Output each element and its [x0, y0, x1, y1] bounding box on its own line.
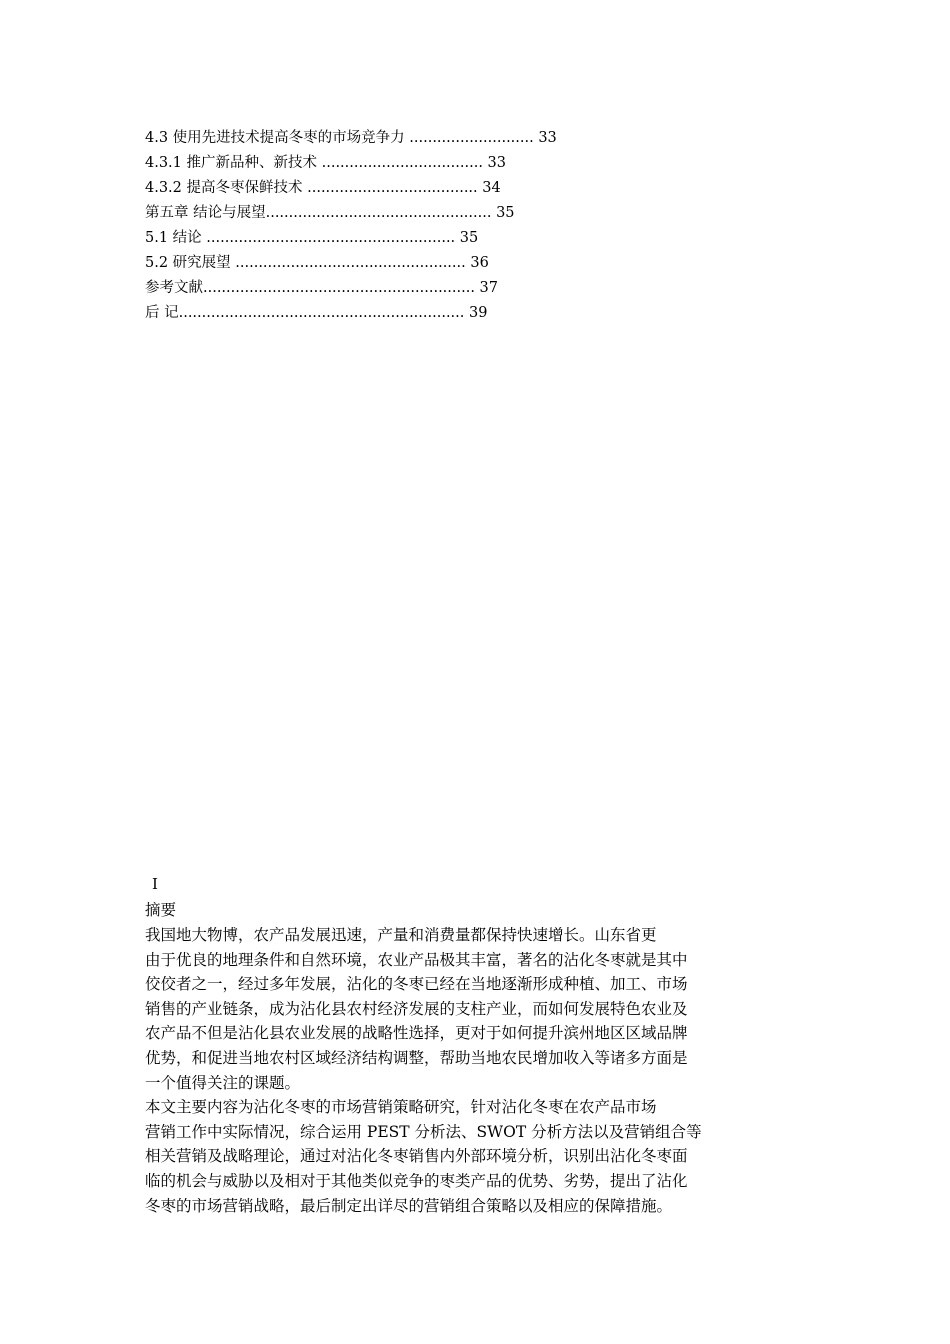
toc-entry: 5.2 研究展望 .................................................. 36 — [145, 255, 489, 271]
table-of-contents — [145, 126, 705, 326]
toc-entry: 第五章 结论与展望................................................. 35 — [145, 205, 515, 221]
abstract-line: 营销工作中实际情况，综合运用 PEST 分析法、SWOT 分析方法以及营销组合等 — [145, 1122, 702, 1141]
abstract-line: 本文主要内容为沾化冬枣的市场营销策略研究，针对沾化冬枣在农产品市场 — [145, 1098, 657, 1117]
abstract-line: 由于优良的地理条件和自然环境，农业产品极其丰富，著名的沾化冬枣就是其中 — [145, 950, 688, 969]
toc-entry: 4.3 使用先进技术提高冬枣的市场竞争力 ........................... 33 — [145, 130, 557, 146]
abstract-line: 佼佼者之一，经过多年发展，沾化的冬枣已经在当地逐渐形成种植、加工、市场 — [145, 975, 688, 994]
abstract-line: 优势，和促进当地农村区域经济结构调整，帮助当地农民增加收入等诸多方面是 — [145, 1048, 688, 1067]
abstract-section — [145, 898, 745, 1218]
page-number: I — [152, 875, 158, 893]
toc-entry: 4.3.2 提高冬枣保鲜技术 ..................................... 34 — [145, 180, 501, 196]
abstract-line: 冬枣的市场营销战略，最后制定出详尽的营销组合策略以及相应的保障措施。 — [145, 1196, 673, 1215]
abstract-line: 农产品不但是沾化县农业发展的战略性选择，更对于如何提升滨州地区区域品牌 — [145, 1024, 688, 1043]
abstract-line: 一个值得关注的课题。 — [145, 1073, 301, 1092]
toc-entry: 参考文献........................................................... 37 — [145, 280, 498, 296]
abstract-line: 我国地大物博，农产品发展迅速，产量和消费量都保持快速增长。山东省更 — [145, 926, 657, 944]
toc-entry: 4.3.1 推广新品种、新技术 ................................... 33 — [145, 155, 506, 171]
abstract-line: 销售的产业链条，成为沾化县农村经济发展的支柱产业，而如何发展特色农业及 — [145, 999, 688, 1018]
abstract-line: 临的机会与威胁以及相对于其他类似竞争的枣类产品的优势、劣势，提出了沾化 — [145, 1171, 688, 1190]
abstract-title: 摘要 — [145, 901, 177, 919]
abstract-line: 相关营销及战略理论，通过对沾化冬枣销售内外部环境分析，识别出沾化冬枣面 — [145, 1147, 688, 1166]
toc-entry: 后 记.............................................................. 39 — [145, 305, 488, 321]
toc-entry: 5.1 结论 ...................................................... 35 — [145, 230, 479, 246]
